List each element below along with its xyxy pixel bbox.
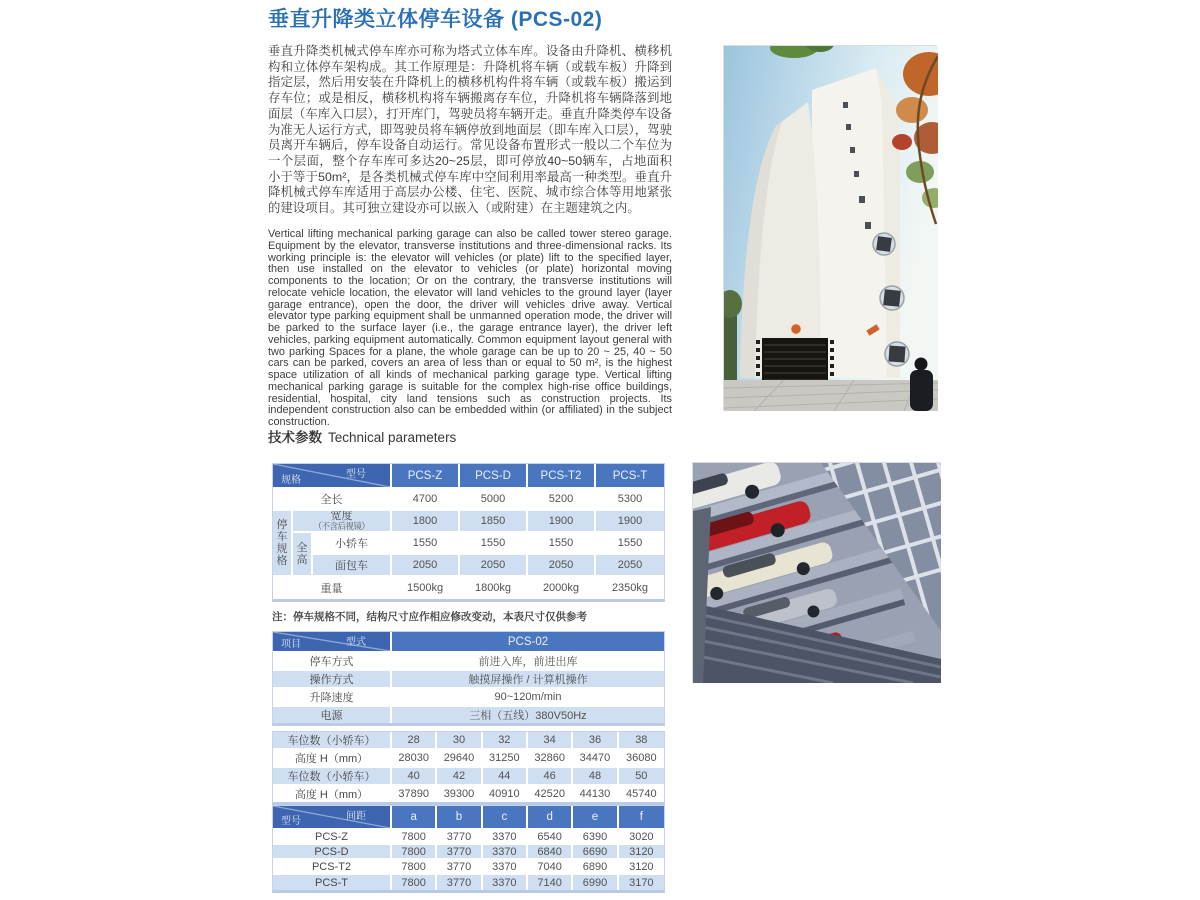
row-label: 停车方式 <box>273 653 392 671</box>
value-cell: 4700 <box>392 489 460 511</box>
corner-label-bottom: 项目 <box>281 639 301 650</box>
table-row <box>273 689 664 707</box>
value-cell: 1900 <box>528 511 596 533</box>
table-row <box>273 750 664 768</box>
corner-label-bottom: 规格 <box>281 475 301 486</box>
value-cell: 28 <box>392 732 437 750</box>
value-cell: 1800 <box>392 511 460 533</box>
row-label: 车位数（小轿车） <box>273 768 392 786</box>
corner-label-bottom: 型号 <box>281 816 301 827</box>
spacing-table <box>272 805 665 893</box>
corner-cell <box>273 806 392 830</box>
row-label: 面包车 <box>313 555 392 577</box>
value-cell: 42520 <box>528 786 573 802</box>
row-label: 小轿车 <box>313 533 392 555</box>
section-heading <box>268 426 456 446</box>
value-cell: 1850 <box>460 511 528 533</box>
group-label-total-height: 全高 <box>293 533 313 577</box>
value-cell: 6990 <box>573 875 618 890</box>
row-label: 车位数（小轿车） <box>273 732 392 750</box>
group-label-parking-spec: 停车规格 <box>273 511 293 577</box>
value-cell: 42 <box>437 768 482 786</box>
value-cell: 3770 <box>437 875 482 890</box>
table-row <box>273 830 664 845</box>
value-cell: 2050 <box>596 555 664 577</box>
corner-cell <box>273 464 392 489</box>
table-row <box>273 671 664 689</box>
value-cell: 30 <box>437 732 482 750</box>
row-label: PCS-T2 <box>273 860 392 875</box>
stacked-cars-graphic <box>693 463 941 683</box>
column-header: d <box>528 806 573 830</box>
value-cell: 3370 <box>483 845 528 860</box>
table-row <box>273 768 664 786</box>
value-cell: 6840 <box>528 845 573 860</box>
value-cell: 7800 <box>392 845 437 860</box>
value-cell: 1550 <box>460 533 528 555</box>
value-cell: 3770 <box>437 860 482 875</box>
table-row <box>273 555 664 577</box>
value-cell: 40 <box>392 768 437 786</box>
row-label: 全长 <box>273 489 392 511</box>
table-row <box>273 860 664 875</box>
column-header: PCS-D <box>460 464 528 489</box>
column-header: a <box>392 806 437 830</box>
value-cell: 36 <box>573 732 618 750</box>
value-cell: 5200 <box>528 489 596 511</box>
column-header-model: PCS-02 <box>392 632 664 653</box>
table-row <box>273 577 664 599</box>
value-cell: 5300 <box>596 489 664 511</box>
value-cell: 37890 <box>392 786 437 802</box>
table-row <box>273 732 664 750</box>
value-cell: 7140 <box>528 875 573 890</box>
value-cell: 1550 <box>528 533 596 555</box>
row-label: PCS-Z <box>273 830 392 845</box>
value-cell: 1500kg <box>392 577 460 599</box>
value-cell: 1550 <box>392 533 460 555</box>
value-cell: 32860 <box>528 750 573 768</box>
value-cell: 2050 <box>528 555 596 577</box>
row-label-sub: （不含后视镜） <box>313 521 370 531</box>
value-cell: 3770 <box>437 830 482 845</box>
dimensions-table <box>272 463 665 602</box>
row-label: PCS-T <box>273 875 392 890</box>
column-header: PCS-Z <box>392 464 460 489</box>
table-row <box>273 511 664 533</box>
value-cell: 7800 <box>392 875 437 890</box>
value-cell: 32 <box>483 732 528 750</box>
table-row <box>273 464 664 489</box>
corner-label-top: 型式 <box>346 637 366 648</box>
row-label <box>293 511 392 533</box>
column-header: PCS-T2 <box>528 464 596 489</box>
value-cell: 39300 <box>437 786 482 802</box>
intro-paragraph-english: Vertical lifting mechanical parking garage can also be called tower stereo garage. Equipment by the elevator, transverse institutions and three-dimensional racks. Its working principle is: the elevator will vehicles (or plate) lift to the specified layer, then use installed on the elevator to vehicles (or plate) horizontal moving components to the location; Or on the contrary, the transverse institutions will relocate vehicle location, the elevator will land vehicles to the ground layer (layer garage entrance), open the door, the driver will vehicles drive away. Vertical elevator type parking equipment shall be unmanned operation mode, the driver will be parked to the surface layer (i.e., the garage entrance layer), the driver left vehicles, parking equipment automatically. Common equipment layout general with two parking Spaces for a plane, the whole garage can be up to 20 ~ 25, 40 ~ 50 cars can be parked, covers an area of less than or equal to 50 m², is the highest space utilization of all kinds of mechanical parking garage type. Vertical lifting mechanical parking garage is suitable for the complex high-rise office buildings, residential, hospital, city land tensions such as construction projects. Its independent construction also can be embedded within (or affiliated) in the subject construction. <box>268 228 672 428</box>
value-cell: 40910 <box>483 786 528 802</box>
value-cell: 前进入库，前进出库 <box>392 653 664 671</box>
row-label: 操作方式 <box>273 671 392 689</box>
value-cell: 34 <box>528 732 573 750</box>
table-row <box>273 786 664 802</box>
value-cell: 7800 <box>392 860 437 875</box>
value-cell: 6690 <box>573 845 618 860</box>
row-label-main: 宽度 <box>330 511 353 522</box>
value-cell: 3370 <box>483 875 528 890</box>
row-label: PCS-D <box>273 845 392 860</box>
value-cell: 48 <box>573 768 618 786</box>
column-header: f <box>619 806 664 830</box>
value-cell: 2000kg <box>528 577 596 599</box>
value-cell: 90~120m/min <box>392 689 664 707</box>
value-cell: 3170 <box>619 875 664 890</box>
column-header: PCS-T <box>596 464 664 489</box>
value-cell: 2050 <box>392 555 460 577</box>
row-label: 重量 <box>273 577 392 599</box>
value-cell: 38 <box>619 732 664 750</box>
corner-cell <box>273 632 392 653</box>
table-row <box>273 653 664 671</box>
value-cell: 36080 <box>619 750 664 768</box>
intro-paragraph-chinese: 垂直升降类机械式停车库亦可称为塔式立体车库。设备由升降机、横移机构和立体停车架构成。其工作原理是：升降机将车辆（或载车板）升降到指定层，然后用安装在升降机上的横移机构件将车辆（或载车板）搬运到存车位；或是相反，横移机构将车辆搬离存车位，升降机将车辆降落到地面层（车库入口层），打开库门，驾驶员将车辆开走。垂直升降类停车设备为准无人运行方式，即驾驶员将车辆停放到地面层（即车库入口层），驾驶员离开车辆后，停车设备自动运行。常见设备布置形式一般以二个车位为一个层面，整个存车库可多达20~25层，即可停放40~50辆车，占地面积小于等于50m²，是各类机械式停车库中空间利用率最高一种类型。垂直升降机械式停车库适用于高层办公楼、住宅、医院、城市综合体等用地紧张的建设项目。其可独立建设亦可以嵌入（或附建）在主题建筑之内。 <box>268 44 672 216</box>
value-cell: 3770 <box>437 845 482 860</box>
corner-label-top: 型号 <box>346 469 367 480</box>
value-cell: 1800kg <box>460 577 528 599</box>
value-cell: 2350kg <box>596 577 664 599</box>
value-cell: 3120 <box>619 860 664 875</box>
table-row <box>273 845 664 860</box>
value-cell: 触摸屏操作 / 计算机操作 <box>392 671 664 689</box>
value-cell: 3020 <box>619 830 664 845</box>
tower-photo-graphic <box>724 46 938 411</box>
value-cell: 1900 <box>596 511 664 533</box>
row-label: 高度 H（mm） <box>273 786 392 802</box>
value-cell: 31250 <box>483 750 528 768</box>
value-cell: 6540 <box>528 830 573 845</box>
value-cell: 6390 <box>573 830 618 845</box>
value-cell: 1550 <box>596 533 664 555</box>
value-cell: 3120 <box>619 845 664 860</box>
value-cell: 5000 <box>460 489 528 511</box>
value-cell: 50 <box>619 768 664 786</box>
value-cell: 44130 <box>573 786 618 802</box>
corner-label-top: 间距 <box>346 811 366 822</box>
page-title: 垂直升降类立体停车设备 (PCS-02) <box>268 8 603 31</box>
value-cell: 3370 <box>483 860 528 875</box>
value-cell: 2050 <box>460 555 528 577</box>
table-row <box>273 707 664 723</box>
value-cell: 7040 <box>528 860 573 875</box>
table-row <box>273 533 664 555</box>
value-cell: 46 <box>528 768 573 786</box>
value-cell: 三相（五线）380V50Hz <box>392 707 664 723</box>
value-cell: 3370 <box>483 830 528 845</box>
table-row <box>273 632 664 653</box>
table-row <box>273 489 664 511</box>
table-row <box>273 806 664 830</box>
column-header: c <box>483 806 528 830</box>
value-cell: 44 <box>483 768 528 786</box>
value-cell: 29640 <box>437 750 482 768</box>
row-label: 电源 <box>273 707 392 723</box>
model-parameters-table <box>272 631 665 726</box>
stacked-cars-photo <box>692 462 940 682</box>
value-cell: 28030 <box>392 750 437 768</box>
section-heading-zh: 技术参数 <box>268 430 322 445</box>
column-header: b <box>437 806 482 830</box>
tower-photo <box>723 45 937 410</box>
section-heading-en: Technical parameters <box>328 430 457 445</box>
value-cell: 6890 <box>573 860 618 875</box>
table-note: 注：停车规格不同，结构尺寸应作相应修改变动，本表尺寸仅供参考 <box>272 611 587 623</box>
row-label: 升降速度 <box>273 689 392 707</box>
value-cell: 34470 <box>573 750 618 768</box>
table-row <box>273 875 664 890</box>
value-cell: 7800 <box>392 830 437 845</box>
capacity-table <box>272 731 665 805</box>
value-cell: 45740 <box>619 786 664 802</box>
column-header: e <box>573 806 618 830</box>
row-label: 高度 H（mm） <box>273 750 392 768</box>
